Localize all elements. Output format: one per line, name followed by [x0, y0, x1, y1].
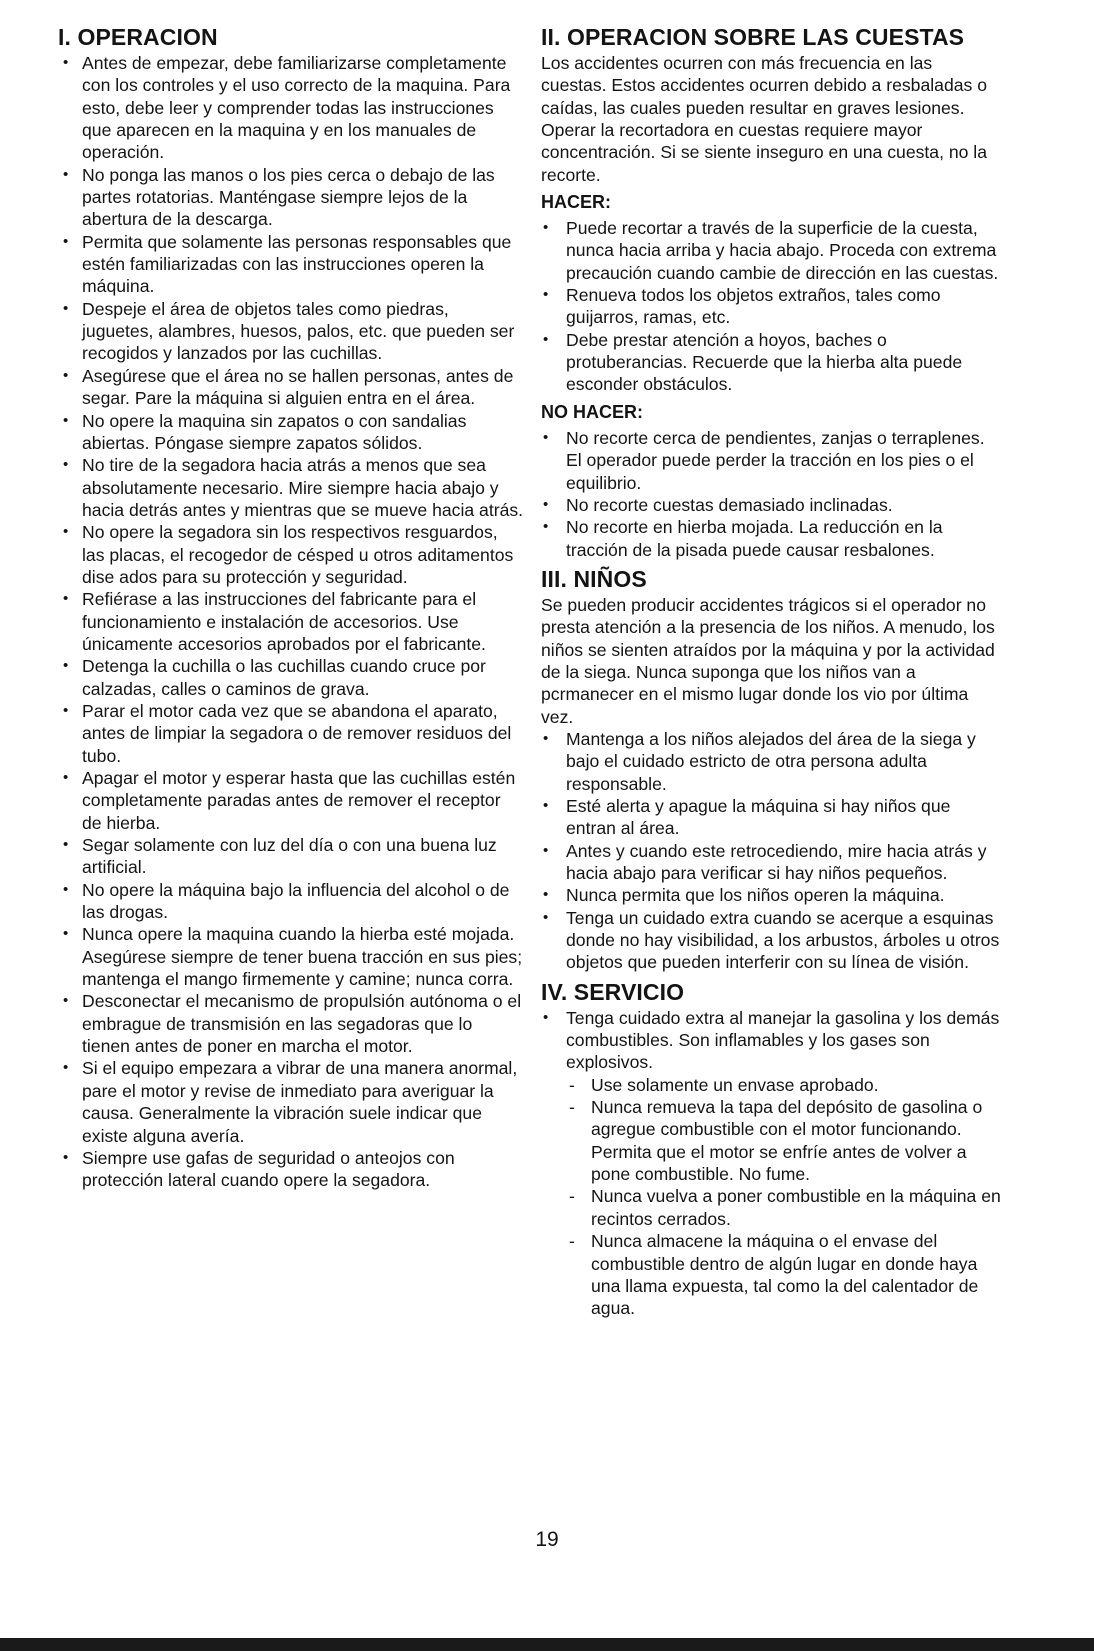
list-item: • Nunca permita que los niños operen la máquina.: [543, 885, 945, 906]
list-item: • Refiérase a las instrucciones del fabricante para el funcionamiento e instalación de accesorios. Use únicamente accesorios aprobados por el fabricante.: [63, 589, 486, 654]
section-heading-cuestas: II. OPERACION SOBRE LAS CUESTAS: [541, 24, 965, 50]
ninos-list: [541, 728, 1001, 974]
servicio-sublist: [566, 1074, 1001, 1320]
bullet-icon: •: [63, 1059, 69, 1077]
sub-list-item: - Nunca vuelva a poner combustible en la máquina en recintos cerrados.: [569, 1186, 1001, 1229]
dash-icon: -: [569, 1186, 575, 1207]
bullet-icon: •: [543, 796, 549, 814]
bullet-icon: •: [63, 701, 69, 719]
sub-list-item: - Nunca remueva la tapa del depósito de gasolina o agregue combustible con el motor funcionando. Permita que el motor se enfríe antes de volver a pone combustible. No fume.: [569, 1097, 983, 1185]
section-heading-ninos: III. NIÑOS: [541, 565, 647, 592]
list-item: • Despeje el área de objetos tales como piedras, juguetes, alambres, huesos, palos, etc. que pueden ser recogidos y lanzados por las cuchillas.: [63, 298, 515, 364]
bullet-icon: •: [63, 880, 69, 898]
list-item: • No recorte en hierba mojada. La reducción en la tracción de la pisada puede causar resbalones.: [543, 517, 943, 560]
list-item: • Tenga un cuidado extra cuando se acerque a esquinas donde no hay visibilidad, a los arbustos, árboles u otros objetos que pueden interferir con su línea de visión.: [543, 907, 1000, 973]
bullet-icon: •: [543, 286, 549, 304]
list-item: • Si el equipo empezara a vibrar de una manera anormal, pare el motor y revise de inmediato para averiguar la causa. Generalmente la vibración suele indicar que existe alguna avería.: [63, 1058, 518, 1146]
bullet-icon: •: [543, 495, 549, 513]
list-item: • Segar solamente con luz del día o con una buena luz artificial.: [63, 835, 497, 878]
hacer-heading: HACER:: [541, 192, 611, 213]
cuestas-intro: Los accidentes ocurren con más frecuencia en las cuestas. Estos accidentes ocurren debido a resbaladas o caídas, las cuales pueden resultar en graves lesiones. Operar la recortadora en cuestas requiere mayor concentración. Si se siente inseguro en una cuesta, no la recorte.: [541, 53, 987, 185]
bullet-icon: •: [543, 729, 549, 747]
servicio-list: [541, 1007, 1001, 1320]
list-item: • Antes y cuando este retrocediendo, mire hacia atrás y hacia abajo para verificar si hay niños pequeños.: [543, 840, 987, 883]
left-column: [58, 24, 524, 1192]
list-item: • Siempre use gafas de seguridad o anteojos con protección lateral cuando opere la segadora.: [63, 1147, 455, 1191]
list-item: • Tenga cuidado extra al manejar la gasolina y los demás combustibles. Son inflamables y los gases son explosivos. - Use solamente un envase aprobado. - Nunca remueva la tapa del depósito de gasolina o agregue combustible con el motor funcionando. Permita que el motor se enfríe antes de volver a pone combustible. No fume. - Nunca vuelva a poner combustible en la máquina en recintos cerrados. - Nunca almacene la máquina o el envase del combustible dentro de algún lugar en donde haya una llama expuesta, tal como la del calentador de agua.: [543, 1007, 1001, 1319]
bullet-icon: •: [543, 1008, 549, 1026]
bullet-icon: •: [63, 411, 69, 429]
bullet-icon: •: [63, 836, 69, 854]
list-item: • Nunca opere la maquina cuando la hierba esté mojada. Asegúrese siempre de tener buena tracción en sus pies; mantenga el mango firmemente y camine; nunca corra.: [63, 924, 523, 990]
bullet-icon: •: [63, 165, 69, 183]
bullet-icon: •: [63, 232, 69, 250]
bullet-icon: •: [543, 219, 549, 237]
list-item: • Parar el motor cada vez que se abandona el aparato, antes de limpiar la segadora o de remover residuos del tubo.: [63, 700, 512, 766]
list-item: • Mantenga a los niños alejados del área de la siega y bajo el cuidado estricto de otra persona adulta responsable.: [543, 728, 976, 794]
bullet-icon: •: [543, 908, 549, 926]
list-item: • No ponga las manos o los pies cerca o debajo de las partes rotatorias. Manténgase siempre lejos de la abertura de la descarga.: [63, 164, 495, 230]
list-item: • Desconectar el mecanismo de propulsión autónoma o el embrague de transmisión en las segadoras que lo tienen antes de poner en marcha el motor.: [63, 991, 522, 1057]
dash-icon: -: [569, 1074, 575, 1095]
list-item: • No opere la máquina bajo la influencia del alcohol o de las drogas.: [63, 879, 510, 923]
operacion-list: [58, 52, 524, 1192]
bullet-icon: •: [543, 330, 549, 348]
section-heading-servicio: IV. SERVICIO: [541, 978, 685, 1005]
bullet-icon: •: [63, 299, 69, 317]
bullet-icon: •: [63, 366, 69, 384]
list-item: • Asegúrese que el área no se hallen personas, antes de segar. Pare la máquina si alguien entra en el área.: [63, 365, 514, 409]
bullet-icon: •: [63, 657, 69, 675]
bullet-icon: •: [63, 925, 69, 943]
bullet-icon: •: [543, 518, 549, 536]
bullet-icon: •: [543, 841, 549, 859]
right-column: [541, 24, 1001, 1320]
list-item: • Detenga la cuchilla o las cuchillas cuando cruce por calzadas, calles o caminos de grava.: [63, 656, 486, 699]
list-item: • Puede recortar a través de la superficie de la cuesta, nunca hacia arriba y hacia abajo. Proceda con extrema precaución cuando cambie de dirección en las cuestas.: [543, 218, 999, 283]
dash-icon: -: [569, 1097, 575, 1118]
bullet-icon: •: [63, 590, 69, 608]
no-hacer-heading: NO HACER:: [541, 401, 643, 422]
list-item: • Permita que solamente las personas responsables que estén familiarizadas con las instrucciones operen la máquina.: [63, 231, 512, 297]
bullet-icon: •: [63, 769, 69, 786]
bullet-icon: •: [543, 886, 549, 904]
list-item: • No opere la maquina sin zapatos o con sandalias abiertas. Póngase siempre zapatos sólidos.: [63, 410, 467, 453]
ninos-intro: Se pueden producir accidentes trágicos si el operador no presta atención a la presencia de los niños. A menudo, los niños se sienten atraídos por la máquina y por la actividad de la siega. Nunca suponga que los niños van a pcrmanecer en el mismo lugar donde los vio por última vez.: [541, 594, 995, 727]
list-item: • No opere la segadora sin los respectivos resguardos, las placas, el recogedor de césped u otros aditamentos dise ados para su protección y seguridad.: [63, 522, 514, 587]
list-item: • Debe prestar atención a hoyos, baches o protuberancias. Recuerde que la hierba alta puede esconder obstáculos.: [543, 329, 963, 395]
bullet-icon: •: [63, 523, 69, 541]
bullet-icon: •: [63, 54, 69, 71]
section-heading-operacion: I. OPERACION: [58, 24, 218, 50]
bullet-icon: •: [63, 456, 69, 474]
hacer-list: [541, 217, 1001, 396]
list-item: • Esté alerta y apague la máquina si hay niños que entran al área.: [543, 795, 951, 839]
sub-list-item: - Nunca almacene la máquina o el envase del combustible dentro de algún lugar en donde haya una llama expuesta, tal como la del calentador de agua.: [569, 1231, 979, 1319]
list-item: • Apagar el motor y esperar hasta que las cuchillas estén completamente paradas antes de remover el receptor de hierba.: [63, 768, 516, 833]
page-number: 19: [535, 1528, 559, 1551]
dash-icon: -: [569, 1231, 575, 1252]
bullet-icon: •: [63, 992, 69, 1010]
list-item: • Antes de empezar, debe familiarizarse completamente con los controles y el uso correcto de la maquina. Para esto, debe leer y comprender todas las instrucciones que aparecen en la maquina y en los manuales de operación.: [63, 53, 511, 163]
list-item: • No recorte cuestas demasiado inclinadas.: [543, 494, 893, 515]
list-item: • No tire de la segadora hacia atrás a menos que sea absolutamente necesario. Mire siempre hacia abajo y hacia detrás antes y mientras que se mueve hacia atrás.: [63, 455, 524, 520]
no-hacer-list: [541, 427, 1001, 561]
bullet-icon: •: [63, 1148, 69, 1166]
list-item: • Renueva todos los objetos extraños, tales como guijarros, ramas, etc.: [543, 285, 941, 328]
sub-list-item: - Use solamente un envase aprobado.: [569, 1074, 879, 1095]
bottom-border: [0, 1638, 1094, 1651]
bullet-icon: •: [543, 428, 549, 446]
list-item: • No recorte cerca de pendientes, zanjas o terraplenes. El operador puede perder la tracción en los pies o el equilibrio.: [543, 427, 985, 493]
